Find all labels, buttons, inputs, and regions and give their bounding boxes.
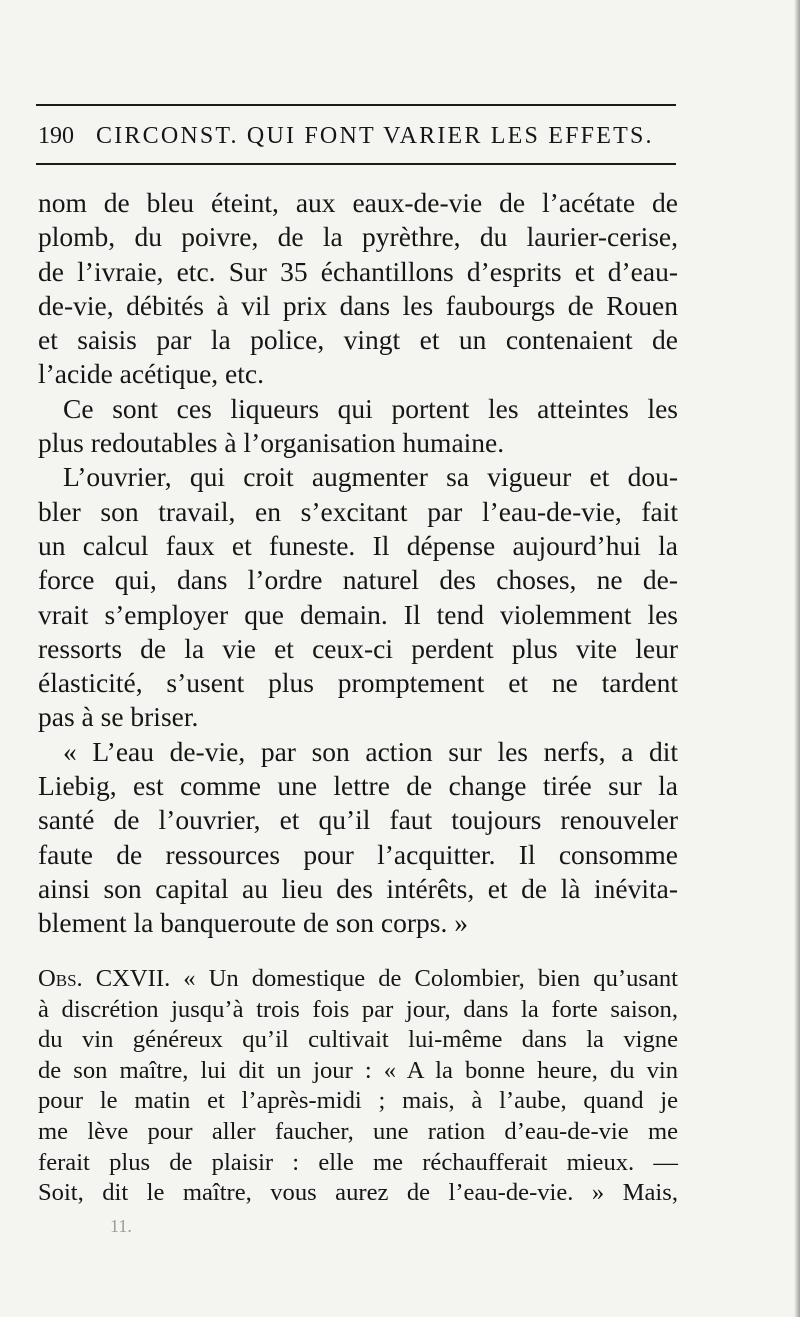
text-line: un calcul faux et funeste. Il dépense aujourd’hui la (38, 529, 678, 561)
text-line: Ce sont ces liqueurs qui portent les atteintes les (63, 392, 678, 424)
running-head-title: CIRCONST. QUI FONT VARIER LES EFFETS. (96, 122, 654, 149)
observation-line: du vin généreux qu’il cultivait lui-même dans la vigne (38, 1026, 678, 1054)
text-line: pas à se briser. (38, 701, 199, 733)
text-line: de l’ivraie, etc. Sur 35 échantillons d’esprits et d’eau- (38, 255, 678, 287)
observation-label: Obs. CXVII. (38, 965, 171, 992)
header-rule-top (36, 104, 676, 106)
text-line: plomb, du poivre, de la pyrèthre, du laurier-cerise, (38, 221, 678, 253)
text-line: « L’eau de-vie, par son action sur les nerfs, a dit (63, 735, 678, 767)
text-line: blement la banqueroute de son corps. » (38, 907, 468, 939)
text-line: l’acide acétique, etc. (38, 358, 264, 390)
observation-line: me lève pour aller faucher, une ration d’eau-de-vie me (38, 1117, 678, 1145)
text-line: et saisis par la police, vingt et un contenaient de (38, 324, 678, 356)
text-line: faute de ressources pour l’acquitter. Il consomme (38, 838, 678, 870)
signature-mark: 11. (110, 1216, 132, 1236)
text-line: santé de l’ouvrier, et qu’il faut toujours renouveler (38, 804, 678, 836)
observation-line: à discrétion jusqu’à trois fois par jour, dans la forte saison, (38, 995, 678, 1023)
observation-first-text: « Un domestique de Colombier, bien qu’usant (183, 965, 678, 992)
observation-line: de son maître, lui dit un jour : « A la bonne heure, du vin (38, 1056, 678, 1084)
observation-line: pour le matin et l’après-midi ; mais, à l’aube, quand je (38, 1087, 678, 1115)
text-line: de-vie, débités à vil prix dans les faubourgs de Rouen (38, 289, 678, 321)
observation-line: ferait plus de plaisir : elle me réchaufferait mieux. — (38, 1148, 678, 1176)
observation-first-line (38, 964, 678, 995)
observation-block (38, 964, 678, 1209)
text-line: plus redoutables à l’organisation humaine. (38, 427, 505, 459)
text-line: ressorts de la vie et ceux-ci perdent plus vite leur (38, 632, 678, 664)
main-text (38, 186, 678, 941)
text-line: L’ouvrier, qui croit augmenter sa vigueur et dou- (63, 461, 678, 493)
header-rule-bottom (36, 163, 676, 165)
text-line: vrait s’employer que demain. Il tend violemment les (38, 598, 678, 630)
running-head (38, 118, 674, 154)
observation-line: Soit, dit le maître, vous aurez de l’eau-de-vie. » Mais, (38, 1179, 678, 1207)
page-edge-shadow (794, 0, 800, 1317)
text-line: élasticité, s’usent plus promptement et ne tardent (38, 667, 678, 699)
text-line: ainsi son capital au lieu des intérêts, et de là inévita- (38, 872, 678, 904)
text-line: force qui, dans l’ordre naturel des choses, ne de- (38, 564, 678, 596)
text-line: bler son travail, en s’excitant par l’eau-de-vie, fait (38, 495, 678, 527)
text-line: Liebig, est comme une lettre de change tirée sur la (38, 770, 678, 802)
text-line: nom de bleu éteint, aux eaux-de-vie de l’acétate de (38, 187, 678, 218)
page-number: 190 (38, 122, 74, 149)
